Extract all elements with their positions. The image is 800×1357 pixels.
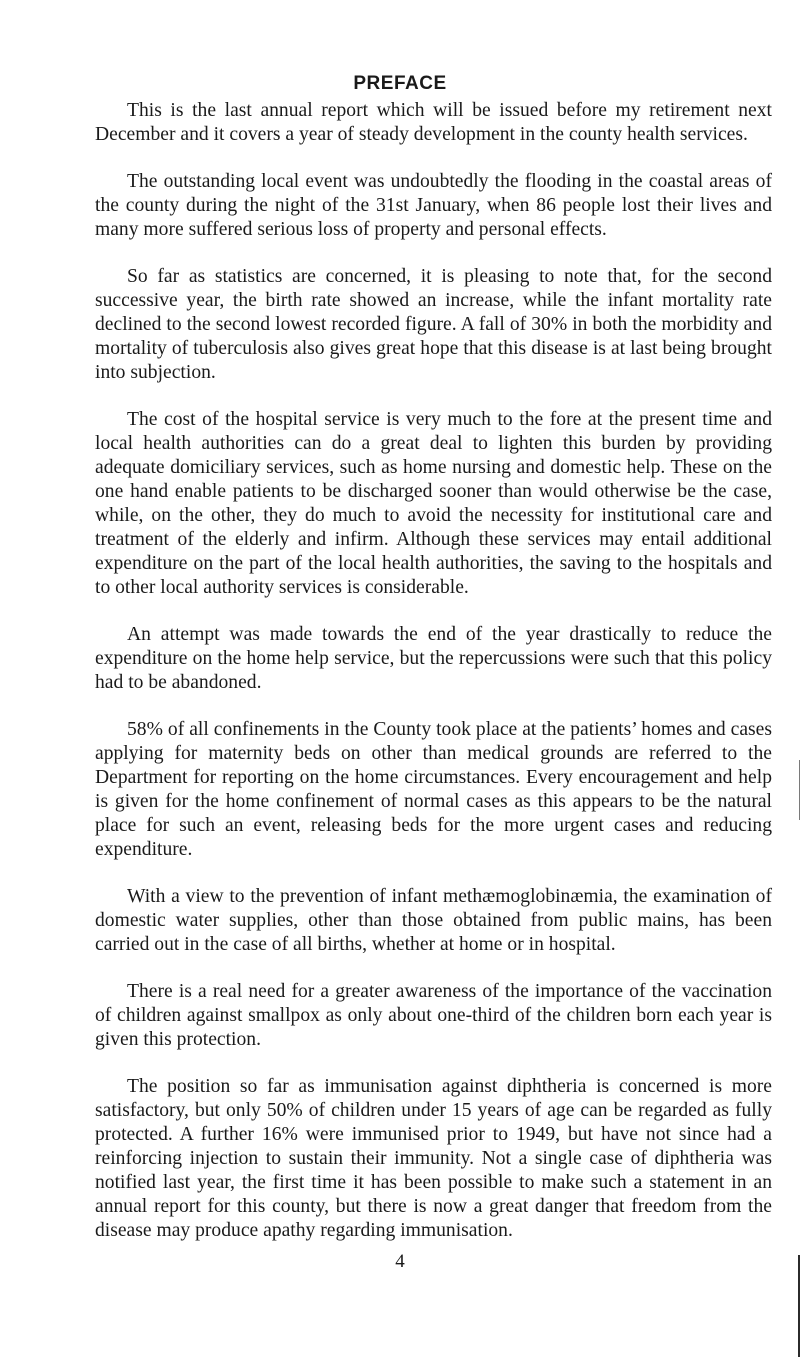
paragraph-water-supplies: With a view to the prevention of infant methæmoglobinæmia, the examination of domestic water supplies, other than those obtained from public mains, has been carried out in the case of all births, whether at home or in hospital. [95,886,772,955]
paragraph-statistics: So far as statistics are concerned, it is pleasing to note that, for the second successive year, the birth rate showed an increase, while the infant mortality rate declined to the second lowest recorded figure. A fall of 30% in both the morbidity and mortality of tuberculosis also gives great hope that this disease is at last being brought into subjection. [95,266,772,383]
preface-body [95,99,772,1266]
paragraph-flooding: The outstanding local event was undoubtedly the flooding in the coastal areas of the county during the night of the 31st January, when 86 people lost their lives and many more suffered serious loss of property and personal effects. [95,171,772,240]
paragraph-retirement: This is the last annual report which will be issued before my retirement next December and it covers a year of steady development in the county health services. [95,100,772,145]
paragraph-confinements: 58% of all confinements in the County took place at the patients’ homes and cases applying for maternity beds on other than medical grounds are referred to the Department for reporting on the home circumstances. Every encouragement and help is given for the home confinement of normal cases as this appears to be the natural place for such an event, releasing beds for the more urgent cases and reducing expenditure. [95,719,772,860]
paragraph-hospital-cost: The cost of the hospital service is very much to the fore at the present time and local health authorities can do a great deal to lighten this burden by providing adequate domiciliary services, such as home nursing and domestic help. These on the one hand enable patients to be discharged sooner than would otherwise be the case, while, on the other, they do much to avoid the necessity for institutional care and treatment of the elderly and infirm. Although these services may entail additional expenditure on the part of the local health authorities, the saving to the hospitals and to other local authority services is considerable. [95,409,772,598]
page-title: PREFACE [353,73,447,94]
page-number: 4 [395,1251,405,1272]
paragraph-vaccination: There is a real need for a greater awareness of the importance of the vaccination of children against smallpox as only about one-third of the children born each year is given this protection. [95,981,772,1050]
paragraph-diphtheria: The position so far as immunisation against diphtheria is concerned is more satisfactory, but only 50% of children under 15 years of age can be regarded as fully protected. A further 16% were immunised prior to 1949, but have not since had a reinforcing injection to sustain their immunity. Not a single case of diphtheria was notified last year, the first time it has been possible to make such a statement in an annual report for this county, but there is now a great danger that freedom from the disease may produce apathy regarding immunisation. [95,1076,772,1241]
paragraph-home-help: An attempt was made towards the end of the year drastically to reduce the expenditure on the home help service, but the repercussions were such that this policy had to be abandoned. [95,624,772,693]
